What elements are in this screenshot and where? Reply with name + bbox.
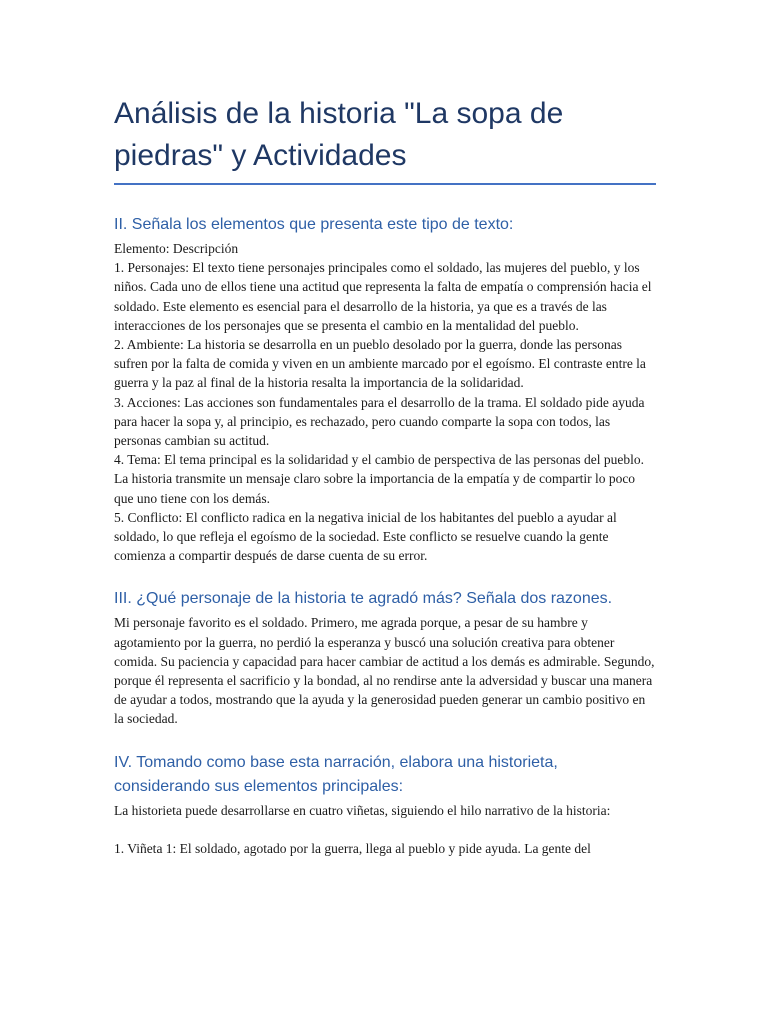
document-page — [114, 93, 656, 858]
section-heading-comic: IV. Tomando como base esta narración, elabora una historieta, considerando sus elementos principales: — [114, 753, 558, 795]
section-spacer — [114, 729, 656, 751]
paragraph-vineta-1: 1. Viñeta 1: El soldado, agotado por la guerra, llega al pueblo y pide ayuda. La gente del — [114, 840, 591, 856]
section-spacer — [114, 565, 656, 587]
section-heading-elements: II. Señala los elementos que presenta este tipo de texto: — [114, 216, 514, 233]
paragraph-element-header: Elemento: Descripción — [114, 241, 239, 256]
document-title: Análisis de la historia "La sopa de piedras" y Actividades — [114, 97, 564, 172]
title-underline — [114, 183, 656, 185]
section-heading-favorite-character: III. ¿Qué personaje de la historia te agradó más? Señala dos razones. — [114, 590, 613, 608]
paragraph-personajes: 1. Personajes: El texto tiene personajes principales como el soldado, las mujeres del pueblo, y los niños. Cada uno de ellos tiene una actitud que representa la falta de empatía o comprensión hacia el soldado. Este elemento es esencial para el desarrollo de la historia, ya que es a través de las interacciones de los personajes que se presenta el cambio en la mentalidad del pueblo. — [114, 260, 652, 333]
paragraph-favorite-character: Mi personaje favorito es el soldado. Primero, me agrada porque, a pesar de su hambre y agotamiento por la guerra, no perdió la esperanza y buscó una solución creativa para obtener comida. Su paciencia y capacidad para hacer cambiar de actitud a los demás es admirable. Segundo, porque él representa el sacrificio y la bondad, al no rendirse ante la adversidad y buscar una manera de ayudar a todos, mostrando que la ayuda y la generosidad pueden generar un cambio positivo en la sociedad. — [114, 615, 655, 727]
paragraph-ambiente: 2. Ambiente: La historia se desarrolla en un pueblo desolado por la guerra, donde las personas sufren por la falta de comida y viven en un ambiente marcado por el egoísmo. El contraste entre la guerra y la paz al final de la historia resalta la importancia de la solidaridad. — [114, 337, 646, 391]
paragraph-conflicto: 5. Conflicto: El conflicto radica en la negativa inicial de los habitantes del pueblo a ayudar al soldado, lo que refleja el egoísmo de la sociedad. Este conflicto se resuelve cuando la gente comienza a compartir después de darse cuenta de su error. — [114, 509, 617, 564]
paragraph-spacer — [114, 820, 656, 839]
paragraph-acciones: 3. Acciones: Las acciones son fundamentales para el desarrollo de la trama. El soldado pide ayuda para hacer la sopa y, al principio, es rechazado, pero cuando comparte la sopa con todos, las personas cambian su actitud. — [114, 394, 645, 449]
paragraph-tema: 4. Tema: El tema principal es la solidaridad y el cambio de perspectiva de las personas del pueblo. La historia transmite un mensaje claro sobre la importancia de la empatía y de compartir lo poco que uno tiene con los demás. — [114, 452, 645, 506]
paragraph-comic-intro: La historieta puede desarrollarse en cuatro viñetas, siguiendo el hilo narrativo de la historia: — [114, 802, 611, 818]
